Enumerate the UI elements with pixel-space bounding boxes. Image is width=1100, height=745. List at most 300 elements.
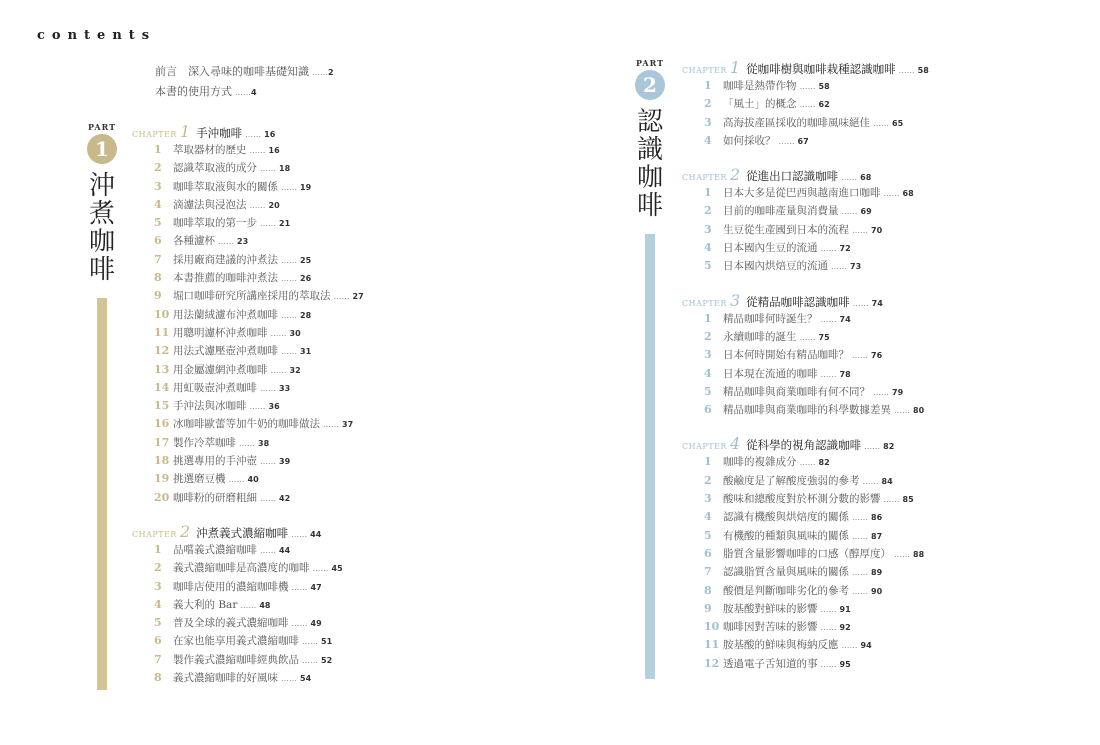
section-title: 用虹吸壺沖煮咖啡	[173, 381, 257, 394]
leader-dots: ……	[291, 529, 308, 539]
toc-entry[interactable]	[154, 670, 364, 688]
toc-entry[interactable]	[154, 179, 364, 197]
section-title: 用聰明濾杯沖煮咖啡	[173, 326, 268, 339]
toc-entry[interactable]	[154, 307, 364, 325]
page-number: 27	[352, 292, 364, 302]
page-number: 65	[892, 118, 904, 128]
toc-entry[interactable]	[154, 633, 364, 651]
leader-dots: ……	[312, 68, 328, 77]
chapter-title: 從咖啡樹與咖啡栽種認識咖啡	[746, 62, 896, 76]
toc-entry[interactable]	[154, 160, 364, 178]
section-title: 目前的咖啡產量與消費量	[723, 205, 839, 218]
leader-dots: ……	[323, 420, 339, 430]
section-number: 1	[154, 542, 162, 556]
page-number: 74	[871, 298, 883, 308]
page-number: 91	[839, 604, 851, 614]
leader-dots: ……	[831, 262, 847, 272]
leader-dots: ……	[245, 130, 262, 139]
page-number: 87	[871, 531, 883, 541]
leader-dots: ……	[852, 586, 868, 596]
section-number: 16	[154, 417, 170, 431]
toc-entry[interactable]	[704, 509, 929, 527]
leader-dots: ……	[249, 146, 266, 155]
leader-dots: ……	[260, 493, 276, 503]
page-number: 95	[839, 659, 851, 669]
page-number: 49	[310, 619, 322, 629]
intro-entry[interactable]	[155, 82, 334, 102]
page-number: 94	[860, 641, 872, 651]
section-number: 6	[704, 403, 712, 417]
section-title: 咖啡店使用的濃縮咖啡機	[173, 580, 289, 593]
page-number: 36	[268, 402, 280, 412]
section-title: 義式濃縮咖啡是高濃度的咖啡	[173, 562, 310, 575]
section-title: 認識脂質含量與風味的關係	[723, 566, 849, 579]
page-number: 86	[871, 513, 883, 523]
toc-entry[interactable]	[154, 579, 364, 597]
section-title: 酸鹼度是了解酸度強弱的參考	[723, 474, 860, 487]
toc-entry[interactable]	[704, 133, 929, 151]
page-number: 33	[279, 383, 291, 393]
chapter-number: 4	[729, 434, 741, 454]
toc-entry[interactable]	[704, 203, 929, 221]
chapter-section	[682, 434, 929, 674]
page-number: 20	[268, 200, 280, 210]
chapter-section	[682, 58, 929, 151]
section-number: 6	[154, 234, 162, 248]
toc-entry[interactable]	[704, 258, 929, 276]
leader-dots: ……	[260, 457, 276, 467]
section-number: 1	[154, 143, 162, 156]
toc-entry[interactable]	[154, 542, 364, 560]
toc-entry[interactable]	[704, 637, 929, 655]
section-number: 7	[704, 565, 712, 579]
section-number: 3	[704, 348, 712, 362]
section-number: 10	[154, 307, 170, 321]
leader-dots: ……	[260, 164, 276, 174]
section-title: 普及全球的義式濃縮咖啡	[173, 617, 289, 630]
chapter-number: 1	[179, 122, 191, 141]
toc-entry[interactable]	[154, 343, 364, 361]
toc-entry[interactable]	[704, 546, 929, 564]
page-number: 62	[818, 100, 830, 110]
leader-dots: ……	[862, 476, 879, 486]
toc-entry[interactable]	[154, 325, 364, 343]
section-title: 堀口咖啡研究所講座採用的萃取法	[173, 290, 331, 303]
section-title: 製作義式濃縮咖啡經典飲品	[173, 653, 299, 666]
leader-dots: ……	[302, 655, 318, 665]
section-number: 3	[154, 579, 162, 593]
section-title: 萃取器材的歷史	[173, 144, 247, 156]
toc-entry[interactable]	[154, 380, 364, 398]
page-number: 23	[237, 237, 249, 247]
leader-dots: ……	[281, 310, 297, 320]
page-number: 31	[300, 347, 312, 357]
page-number: 16	[264, 130, 276, 139]
toc-entry[interactable]	[154, 435, 364, 453]
page-number: 2	[328, 68, 334, 77]
section-title: 永續咖啡的誕生	[723, 330, 797, 343]
page-number: 73	[850, 262, 862, 272]
page-number: 54	[300, 674, 312, 684]
part-1-chapters	[132, 122, 364, 698]
leader-dots: ……	[841, 173, 858, 183]
toc-entry[interactable]	[154, 362, 364, 380]
page-number: 38	[258, 438, 270, 448]
toc-entry[interactable]	[154, 288, 364, 306]
section-number: 5	[704, 528, 712, 542]
chapter-label: CHAPTER	[682, 66, 727, 75]
toc-entry[interactable]	[154, 142, 364, 160]
page-number: 21	[279, 219, 291, 229]
page-number: 78	[839, 369, 851, 379]
chapter-heading[interactable]	[132, 122, 364, 142]
leader-dots: ……	[281, 255, 297, 265]
section-number: 2	[704, 329, 712, 343]
page-number: 18	[279, 164, 291, 174]
chapter-heading[interactable]	[682, 58, 929, 78]
part-number-badge: 2	[635, 70, 665, 100]
part-2-chapters	[682, 58, 929, 684]
leader-dots: ……	[852, 225, 868, 235]
section-title: 義式濃縮咖啡的好風味	[173, 672, 278, 685]
section-number: 3	[704, 115, 712, 129]
page-number: 19	[300, 182, 312, 192]
section-title: 各種濾杯	[173, 235, 215, 248]
page-number: 75	[818, 332, 830, 342]
chapter-section	[132, 522, 364, 688]
toc-entry[interactable]	[704, 619, 929, 637]
leader-dots: ……	[820, 314, 837, 324]
section-title: 胺基酸對鮮味的影響	[723, 602, 818, 615]
part-2-marker	[630, 58, 670, 679]
toc-entry[interactable]	[704, 656, 929, 674]
page-number: 82	[818, 458, 830, 468]
toc-entry[interactable]	[154, 416, 364, 434]
leader-dots: ……	[873, 118, 889, 128]
section-number: 4	[154, 197, 162, 211]
chapter-heading[interactable]	[682, 165, 929, 185]
page-number: 76	[871, 351, 883, 361]
toc-entry[interactable]	[704, 384, 929, 402]
toc-entry[interactable]	[154, 252, 364, 270]
section-list	[682, 454, 929, 674]
toc-entry[interactable]	[704, 347, 929, 365]
page-number: 80	[913, 406, 925, 416]
section-title: 用法式濾壓壺沖煮咖啡	[173, 345, 278, 358]
section-title: 脂質含量影響咖啡的口感（醇厚度）	[723, 547, 891, 560]
entry-title: 本書的使用方式	[155, 85, 232, 98]
toc-entry[interactable]	[154, 270, 364, 288]
chapter-label: CHAPTER	[682, 442, 727, 452]
toc-entry[interactable]	[704, 528, 929, 546]
leader-dots: ……	[820, 659, 837, 669]
part-label: PART	[635, 58, 665, 68]
leader-dots: ……	[778, 136, 795, 146]
toc-entry[interactable]	[704, 96, 929, 114]
page-number: 47	[310, 582, 322, 592]
section-title: 有機酸的種類與風味的關係	[723, 529, 849, 542]
part-label: PART	[87, 122, 117, 132]
leader-dots: ……	[799, 82, 816, 91]
page-number: 32	[289, 365, 301, 375]
section-title: 精品咖啡與商業咖啡的科學數據差異	[723, 404, 891, 417]
page-number: 74	[839, 314, 851, 324]
leader-dots: ……	[249, 402, 266, 412]
section-number: 5	[154, 216, 162, 230]
toc-entry[interactable]	[704, 583, 929, 601]
contents-heading: contents	[37, 28, 157, 43]
toc-entry[interactable]	[704, 185, 929, 203]
section-title: 咖啡是熱帶作物	[723, 80, 797, 92]
leader-dots: ……	[873, 387, 889, 397]
page-number: 72	[839, 244, 851, 254]
leader-dots: ……	[852, 568, 868, 578]
section-number: 5	[154, 616, 162, 630]
leader-dots: ……	[883, 189, 900, 199]
section-title: 認識有機酸與烘焙度的關係	[723, 511, 849, 524]
chapter-section	[132, 122, 364, 508]
leader-dots: ……	[820, 623, 837, 633]
toc-entry[interactable]	[704, 473, 929, 491]
chapter-section	[682, 291, 929, 421]
section-number: 2	[704, 204, 712, 218]
page-number: 4	[251, 88, 257, 97]
section-title: 生豆從生產國到日本的流程	[723, 223, 849, 236]
page-number: 69	[860, 207, 872, 217]
section-number: 18	[154, 454, 170, 468]
leader-dots: ……	[799, 458, 816, 468]
page-number: 37	[342, 420, 354, 430]
section-number: 17	[154, 435, 170, 449]
page-number: 28	[300, 310, 312, 320]
toc-entry[interactable]	[704, 491, 929, 509]
section-number: 4	[154, 597, 162, 611]
leader-dots: ……	[894, 406, 910, 416]
section-list	[132, 542, 364, 688]
page-number: 68	[860, 173, 872, 183]
page-number: 52	[321, 655, 333, 665]
section-number: 5	[704, 384, 712, 398]
toc-entry[interactable]	[704, 601, 929, 619]
part-title: 沖 煮 咖 啡	[88, 171, 115, 285]
section-title: 咖啡因對苦味的影響	[723, 621, 818, 634]
page-number: 79	[892, 387, 904, 397]
section-number: 4	[704, 366, 712, 380]
page-number: 39	[279, 457, 291, 467]
toc-entry[interactable]	[704, 454, 929, 472]
section-title: 冰咖啡歐蕾等加牛奶的咖啡做法	[173, 418, 320, 431]
toc-entry[interactable]	[704, 564, 929, 582]
leader-dots: ……	[260, 219, 276, 229]
section-number: 1	[704, 455, 712, 469]
leader-dots: ……	[820, 244, 837, 254]
section-title: 用金屬濾網沖煮咖啡	[173, 363, 268, 376]
chapter-heading[interactable]	[132, 522, 364, 542]
section-title: 採用廠商建議的沖煮法	[173, 253, 278, 266]
page-number: 70	[871, 225, 883, 235]
part-number-badge: 1	[87, 134, 117, 164]
section-title: 日本大多是從巴西與越南進口咖啡	[723, 187, 881, 200]
section-number: 20	[154, 490, 170, 504]
section-title: 精品咖啡何時誕生？	[723, 312, 818, 325]
page-number: 40	[247, 475, 259, 485]
section-number: 15	[154, 399, 170, 413]
leader-dots: ……	[898, 66, 915, 75]
toc-entry[interactable]	[154, 453, 364, 471]
leader-dots: ……	[883, 495, 900, 505]
leader-dots: ……	[841, 207, 858, 217]
leader-dots: ……	[270, 328, 287, 338]
section-title: 日本國內生豆的流通	[723, 242, 818, 255]
chapter-heading[interactable]	[682, 291, 929, 311]
section-title: 義大利的 Bar	[173, 598, 238, 611]
page-number: 44	[310, 529, 322, 539]
section-title: 挑選磨豆機	[173, 473, 226, 486]
toc-entry[interactable]	[154, 560, 364, 578]
leader-dots: ……	[291, 619, 308, 629]
section-number: 11	[154, 325, 170, 339]
section-number: 13	[154, 362, 170, 376]
chapter-number: 3	[729, 290, 741, 310]
toc-entry[interactable]	[704, 311, 929, 329]
section-title: 酸價是判斷咖啡劣化的參考	[723, 584, 849, 597]
section-title: 透過電子舌知道的事	[723, 657, 818, 670]
section-list	[682, 78, 929, 151]
leader-dots: ……	[281, 347, 297, 357]
section-number: 3	[154, 179, 162, 193]
toc-entry[interactable]	[154, 215, 364, 233]
section-title: 酸味和總酸度對於杯測分數的影響	[723, 493, 881, 506]
toc-entry[interactable]	[704, 402, 929, 420]
chapter-label: CHAPTER	[682, 298, 727, 308]
entry-title: 前言 深入尋味的咖啡基礎知識	[155, 65, 309, 78]
toc-entry[interactable]	[154, 597, 364, 615]
section-title: 手沖法與冰咖啡	[173, 400, 247, 413]
leader-dots: ……	[820, 604, 837, 614]
page-number: 45	[331, 564, 343, 574]
page-number: 92	[839, 623, 851, 633]
chapter-number: 2	[729, 165, 741, 185]
section-title: 咖啡萃取液與水的關係	[173, 180, 278, 193]
toc-entry[interactable]	[704, 240, 929, 258]
leader-dots: ……	[281, 182, 297, 192]
section-number: 14	[154, 380, 170, 394]
toc-entry[interactable]	[704, 329, 929, 347]
toc-entry[interactable]	[704, 115, 929, 133]
intro-entry[interactable]	[155, 62, 334, 82]
section-title: 挑選專用的手沖壺	[173, 455, 257, 468]
page-number: 84	[881, 476, 893, 486]
intro-list	[155, 62, 334, 102]
page-number: 25	[300, 255, 312, 265]
chapter-title: 從進出口認識咖啡	[746, 169, 839, 184]
leader-dots: ……	[218, 237, 234, 247]
toc-entry[interactable]	[704, 366, 929, 384]
toc-entry[interactable]	[154, 615, 364, 633]
toc-entry[interactable]	[154, 197, 364, 215]
leader-dots: ……	[820, 369, 837, 379]
leader-dots: ……	[235, 88, 251, 97]
chapter-number: 2	[179, 521, 191, 541]
leader-dots: ……	[240, 600, 257, 610]
leader-dots: ……	[260, 545, 276, 555]
section-title: 製作冷萃咖啡	[173, 436, 236, 449]
section-title: 胺基酸的鮮味與梅納反應	[723, 639, 839, 652]
page-number: 48	[259, 600, 271, 610]
leader-dots: ……	[249, 200, 266, 210]
leader-dots: ……	[864, 442, 881, 452]
section-number: 12	[154, 344, 170, 358]
section-list	[682, 311, 929, 421]
chapter-label: CHAPTER	[682, 173, 727, 183]
section-title: 高海拔產區採收的咖啡風味絕佳	[723, 116, 870, 129]
page-number: 30	[289, 328, 301, 338]
toc-entry[interactable]	[154, 398, 364, 416]
page-number: 16	[268, 146, 280, 155]
toc-entry[interactable]	[154, 652, 364, 670]
section-number: 6	[154, 634, 162, 648]
section-number: 12	[704, 656, 720, 670]
chapter-title: 從科學的視角認識咖啡	[746, 438, 862, 453]
section-number: 3	[704, 492, 712, 506]
toc-entry[interactable]	[154, 490, 364, 508]
section-number: 3	[704, 222, 712, 236]
leader-dots: ……	[239, 438, 255, 448]
section-number: 2	[154, 161, 162, 175]
section-number: 7	[154, 252, 162, 266]
chapter-label: CHAPTER	[132, 130, 177, 139]
section-title: 精品咖啡與商業咖啡有何不同？	[723, 385, 870, 398]
section-title: 咖啡的複雜成分	[723, 456, 797, 469]
section-number: 9	[704, 601, 712, 615]
leader-dots: ……	[799, 332, 816, 342]
section-number: 9	[154, 289, 162, 303]
leader-dots: ……	[312, 564, 329, 574]
section-title: 日本現在流通的咖啡	[723, 367, 818, 380]
chapter-title: 從精品咖啡認識咖啡	[746, 294, 850, 309]
section-number: 2	[154, 561, 162, 575]
section-number: 1	[704, 186, 712, 200]
leader-dots: ……	[852, 351, 868, 361]
leader-dots: ……	[841, 641, 858, 651]
toc-entry[interactable]	[704, 78, 929, 96]
page-number: 88	[913, 549, 925, 559]
section-title: 咖啡粉的研磨粗細	[173, 491, 257, 504]
part-divider-bar	[645, 234, 655, 679]
leader-dots: ……	[228, 475, 245, 485]
leader-dots: ……	[281, 674, 297, 684]
section-list	[132, 142, 364, 508]
section-number: 11	[704, 638, 720, 652]
toc-entry[interactable]	[154, 471, 364, 489]
chapter-label: CHAPTER	[132, 529, 177, 539]
page-number: 82	[883, 442, 895, 452]
section-number: 8	[154, 271, 162, 285]
section-number: 8	[154, 671, 162, 685]
section-title: 咖啡萃取的第一步	[173, 217, 257, 230]
toc-entry[interactable]	[154, 233, 364, 251]
section-number: 10	[704, 620, 720, 634]
section-number: 6	[704, 546, 712, 560]
section-list	[682, 185, 929, 276]
chapter-heading[interactable]	[682, 434, 929, 454]
leader-dots: ……	[302, 637, 318, 647]
toc-entry[interactable]	[704, 222, 929, 240]
section-number: 5	[704, 259, 712, 273]
section-title: 日本何時開始有精品咖啡？	[723, 349, 849, 362]
section-title: 用法蘭絨濾布沖煮咖啡	[173, 308, 278, 321]
part-1-marker	[82, 122, 122, 690]
